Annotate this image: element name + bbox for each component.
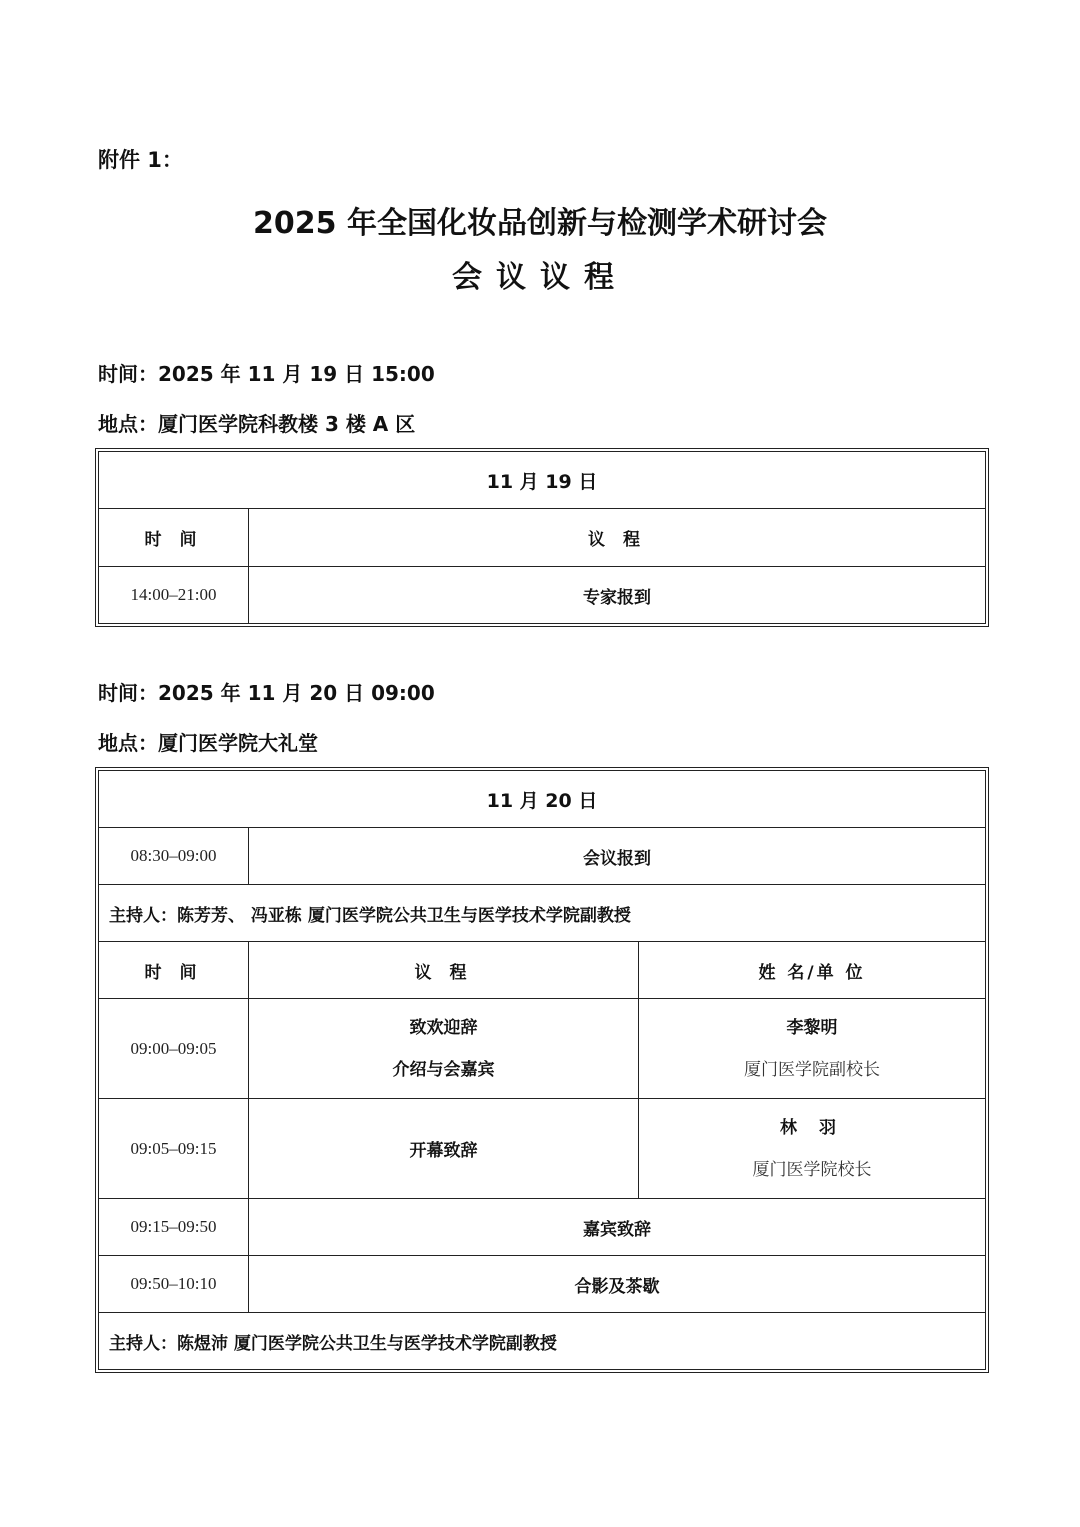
row-agenda: 合影及茶歇 [249, 1256, 986, 1313]
session2-place: 地点：厦门医学院大礼堂 [98, 731, 318, 755]
row-agenda: 开幕致辞 [249, 1099, 639, 1199]
row-time: 08:30–09:00 [99, 828, 249, 885]
session1-table [98, 451, 986, 624]
row-agenda: 嘉宾致辞 [249, 1199, 986, 1256]
row-time: 09:05–09:15 [99, 1099, 249, 1199]
column-header-agenda: 议 程 [249, 942, 639, 999]
host-line: 主持人：陈煜沛 厦门医学院公共卫生与医学技术学院副教授 [99, 1313, 986, 1370]
row-time: 09:00–09:05 [99, 999, 249, 1099]
row-person [639, 999, 986, 1099]
row-agenda: 会议报到 [249, 828, 986, 885]
person-name: 李黎明 [786, 1017, 838, 1038]
session2-table [98, 770, 986, 1370]
agenda-line: 致欢迎辞 [409, 1017, 478, 1038]
session2-time: 时间：2025 年 11 月 20 日 09:00 [98, 681, 435, 705]
document-subtitle: 会议议程 [452, 260, 628, 295]
table-row [99, 1256, 986, 1313]
row-time: 14:00–21:00 [99, 567, 249, 624]
row-person [639, 1099, 986, 1199]
attachment-label: 附件 1： [98, 148, 183, 172]
table-row [99, 1199, 986, 1256]
table-row [99, 999, 986, 1099]
agenda-line: 介绍与会嘉宾 [392, 1059, 495, 1080]
session1-date-header: 11 月 19 日 [99, 452, 986, 509]
document-title: 2025 年全国化妆品创新与检测学术研讨会 [253, 206, 827, 241]
person-name: 林 羽 [780, 1117, 844, 1138]
host-line: 主持人：陈芳芳、 冯亚栋 厦门医学院公共卫生与医学技术学院副教授 [99, 885, 986, 942]
table-row [99, 567, 986, 624]
person-unit: 厦门医学院校长 [752, 1159, 872, 1180]
row-agenda: 专家报到 [249, 567, 986, 624]
session2-date-header: 11 月 20 日 [99, 771, 986, 828]
column-header-time: 时 间 [99, 942, 249, 999]
row-agenda [249, 999, 639, 1099]
column-header-person: 姓 名/单 位 [639, 942, 986, 999]
session1-time: 时间：2025 年 11 月 19 日 15:00 [98, 362, 435, 386]
column-header-agenda: 议 程 [249, 509, 986, 567]
row-time: 09:50–10:10 [99, 1256, 249, 1313]
person-unit: 厦门医学院副校长 [744, 1059, 880, 1080]
row-time: 09:15–09:50 [99, 1199, 249, 1256]
session1-place: 地点：厦门医学院科教楼 3 楼 A 区 [98, 412, 416, 436]
table-row [99, 828, 986, 885]
table-row [99, 1099, 986, 1199]
column-header-time: 时 间 [99, 509, 249, 567]
